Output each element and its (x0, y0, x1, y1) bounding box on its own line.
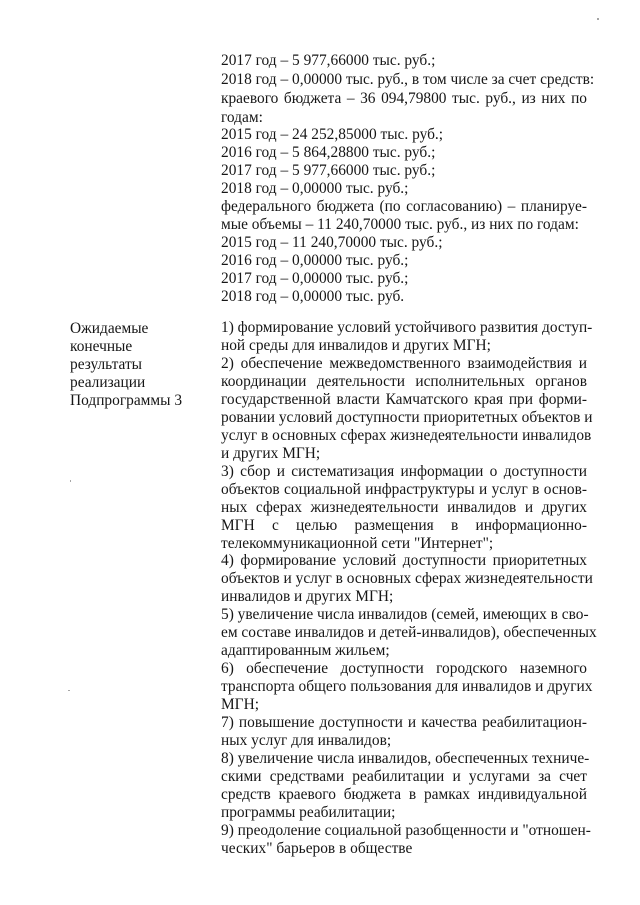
finance-line: 2015 год – 11 240,70000 тыс. руб.; (221, 234, 443, 251)
finance-line: 2017 год – 0,00000 тыс. руб.; (221, 270, 409, 287)
results-line: ной среды для инвалидов и других МГН; (221, 337, 491, 354)
results-line: ровании условий доступности приоритетных объектов и (221, 409, 593, 426)
results-line: телекоммуникационной сети "Интернет"; (221, 535, 494, 552)
results-line: транспорта общего пользования для инвалидов и других (221, 678, 593, 695)
results-line: средств краевого бюджета в рамках индивидуальной (221, 786, 587, 803)
results-label-line: конечные (70, 338, 133, 355)
finance-line: краевого бюджета – 36 094,79800 тыс. руб., из них по (221, 90, 587, 107)
results-line: программы реабилитации; (221, 804, 396, 821)
results-line: скими средствами реабилитации и услугами за счет (221, 768, 587, 785)
results-line: адаптированным жильем; (221, 642, 390, 659)
results-line: 5) увеличение числа инвалидов (семей, имеющих в сво- (221, 606, 589, 623)
results-line: 9) преодоление социальной разобщенности и "отношен- (221, 822, 591, 839)
finance-line: 2018 год – 0,00000 тыс. руб., в том числе за счет средств: (221, 71, 595, 88)
finance-line: годам: (221, 109, 263, 126)
results-label-line: Подпрограммы 3 (70, 392, 183, 409)
results-line: объектов и услуг в основных сферах жизнедеятельности (221, 570, 593, 587)
results-label-line: результаты (70, 356, 143, 373)
results-line: 4) формирование условий доступности приоритетных (221, 552, 587, 569)
results-line: 2) обеспечение межведомственного взаимодействия и (221, 355, 587, 372)
results-line: МГН с целью размещения в информационно- (221, 517, 587, 534)
results-line: 3) сбор и систематизация информации о доступности (221, 463, 587, 480)
results-line: 8) увеличение числа инвалидов, обеспеченных техниче- (221, 750, 590, 767)
finance-line: 2017 год – 5 977,66000 тыс. руб.; (221, 162, 436, 179)
results-line: МГН; (221, 696, 259, 713)
finance-line: 2017 год – 5 977,66000 тыс. руб.; (221, 52, 436, 69)
finance-line: 2016 год – 5 864,28800 тыс. руб.; (221, 144, 436, 161)
results-line: ных услуг для инвалидов; (221, 732, 392, 749)
scan-speck (597, 18, 599, 20)
finance-line: 2015 год – 24 252,85000 тыс. руб.; (221, 126, 444, 143)
scan-speck (70, 480, 71, 482)
finance-line: 2018 год – 0,00000 тыс. руб. (221, 288, 405, 305)
results-line: ных сферах жизнедеятельности инвалидов и других (221, 499, 587, 516)
results-line: ем составе инвалидов и детей-инвалидов), обеспеченных (221, 624, 597, 641)
results-line: координации деятельности исполнительных органов (221, 373, 587, 390)
scan-speck (68, 690, 70, 691)
results-label-line: реализации (70, 374, 146, 391)
results-line: 1) формирование условий устойчивого развития доступ- (221, 319, 593, 336)
results-line: 6) обеспечение доступности городского наземного (221, 660, 587, 677)
finance-line: 2016 год – 0,00000 тыс. руб.; (221, 252, 409, 269)
results-line: государственной власти Камчатского края при форми- (221, 391, 587, 408)
results-line: объектов социальной инфраструктуры и услуг в основ- (221, 481, 587, 498)
results-label-line: Ожидаемые (70, 320, 149, 337)
results-line: инвалидов и других МГН; (221, 588, 394, 605)
results-line: ческих" барьеров в обществе (221, 840, 413, 857)
finance-line: 2018 год – 0,00000 тыс. руб.; (221, 180, 409, 197)
results-label (70, 320, 182, 410)
results-line: услуг в основных сферах жизнедеятельности инвалидов (221, 427, 592, 444)
finance-line: федерального бюджета (по согласованию) – планируе- (221, 198, 587, 215)
results-line: 7) повышение доступности и качества реабилитацион- (221, 714, 587, 731)
results-line: и других МГН; (221, 445, 321, 462)
finance-line: мые объемы – 11 240,70000 тыс. руб., из них по годам: (221, 216, 579, 233)
